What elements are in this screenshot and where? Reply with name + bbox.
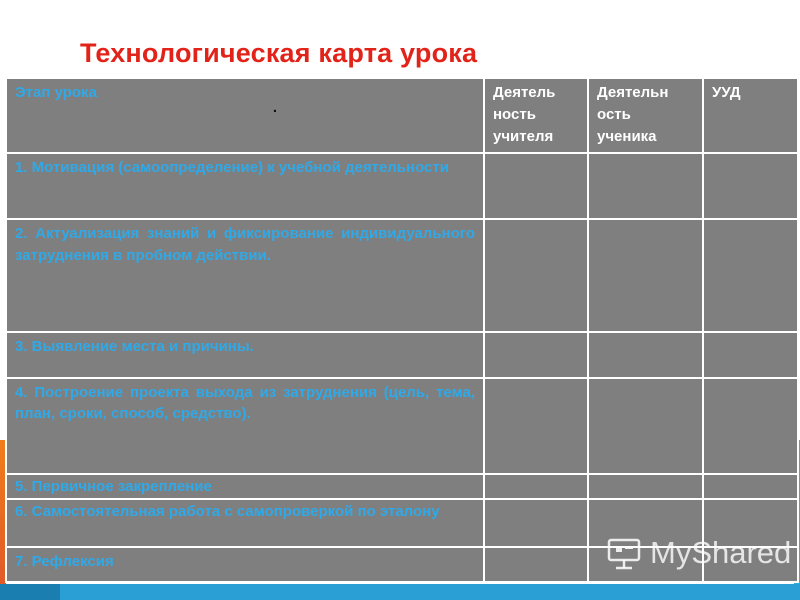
watermark-text: MyShared <box>650 535 792 570</box>
page-title: Технологическая карта урока <box>80 38 478 68</box>
table-row <box>6 219 798 331</box>
uud-cell <box>703 378 798 474</box>
teacher-activity-cell <box>484 332 588 378</box>
bottom-decoration-bar <box>0 584 800 600</box>
header-uud-cell <box>703 78 798 153</box>
student-activity-cell <box>588 332 703 378</box>
table-row <box>6 474 798 499</box>
uud-cell <box>703 219 798 331</box>
header-teacher-cell <box>484 78 588 153</box>
stage-cell: 1. Мотивация (самоопределение) к учебной деятельности <box>6 153 484 219</box>
student-activity-cell <box>588 474 703 499</box>
myshared-watermark <box>606 535 791 571</box>
header-stage-label: Этап урока <box>15 84 97 101</box>
teacher-activity-cell <box>484 219 588 331</box>
header-student-label: Деятельн ость ученика <box>597 84 669 145</box>
myshared-logo-icon <box>606 536 644 570</box>
teacher-activity-cell <box>484 378 588 474</box>
uud-cell <box>703 474 798 499</box>
table-header-row <box>6 78 798 153</box>
lesson-map-table <box>5 77 799 583</box>
teacher-activity-cell <box>484 499 588 547</box>
table-row <box>6 153 798 219</box>
header-stage-cell <box>6 78 484 153</box>
stage-cell: 5. Первичное закрепление <box>6 474 484 499</box>
table-row <box>6 378 798 474</box>
table-row <box>6 332 798 378</box>
stage-cell: 2. Актуализация знаний и фиксирование индивидуального затруднения в пробном действии. <box>6 219 484 331</box>
stage-cell: 4. Построение проекта выхода из затруднения (цель, тема, план, сроки, способ, средство). <box>6 378 484 474</box>
student-activity-cell <box>588 153 703 219</box>
student-activity-cell <box>588 378 703 474</box>
header-mark: . <box>272 98 278 116</box>
header-student-cell <box>588 78 703 153</box>
teacher-activity-cell <box>484 474 588 499</box>
stage-cell: 3. Выявление места и причины. <box>6 332 484 378</box>
header-uud-label: УУД <box>712 84 741 101</box>
stage-cell: 7. Рефлексия <box>6 547 484 582</box>
teacher-activity-cell <box>484 153 588 219</box>
student-activity-cell <box>588 219 703 331</box>
header-teacher-label: Деятель ность учителя <box>493 84 556 145</box>
uud-cell <box>703 153 798 219</box>
stage-cell: 6. Самостоятельная работа с самопроверкой по эталону <box>6 499 484 547</box>
uud-cell <box>703 332 798 378</box>
teacher-activity-cell <box>484 547 588 582</box>
